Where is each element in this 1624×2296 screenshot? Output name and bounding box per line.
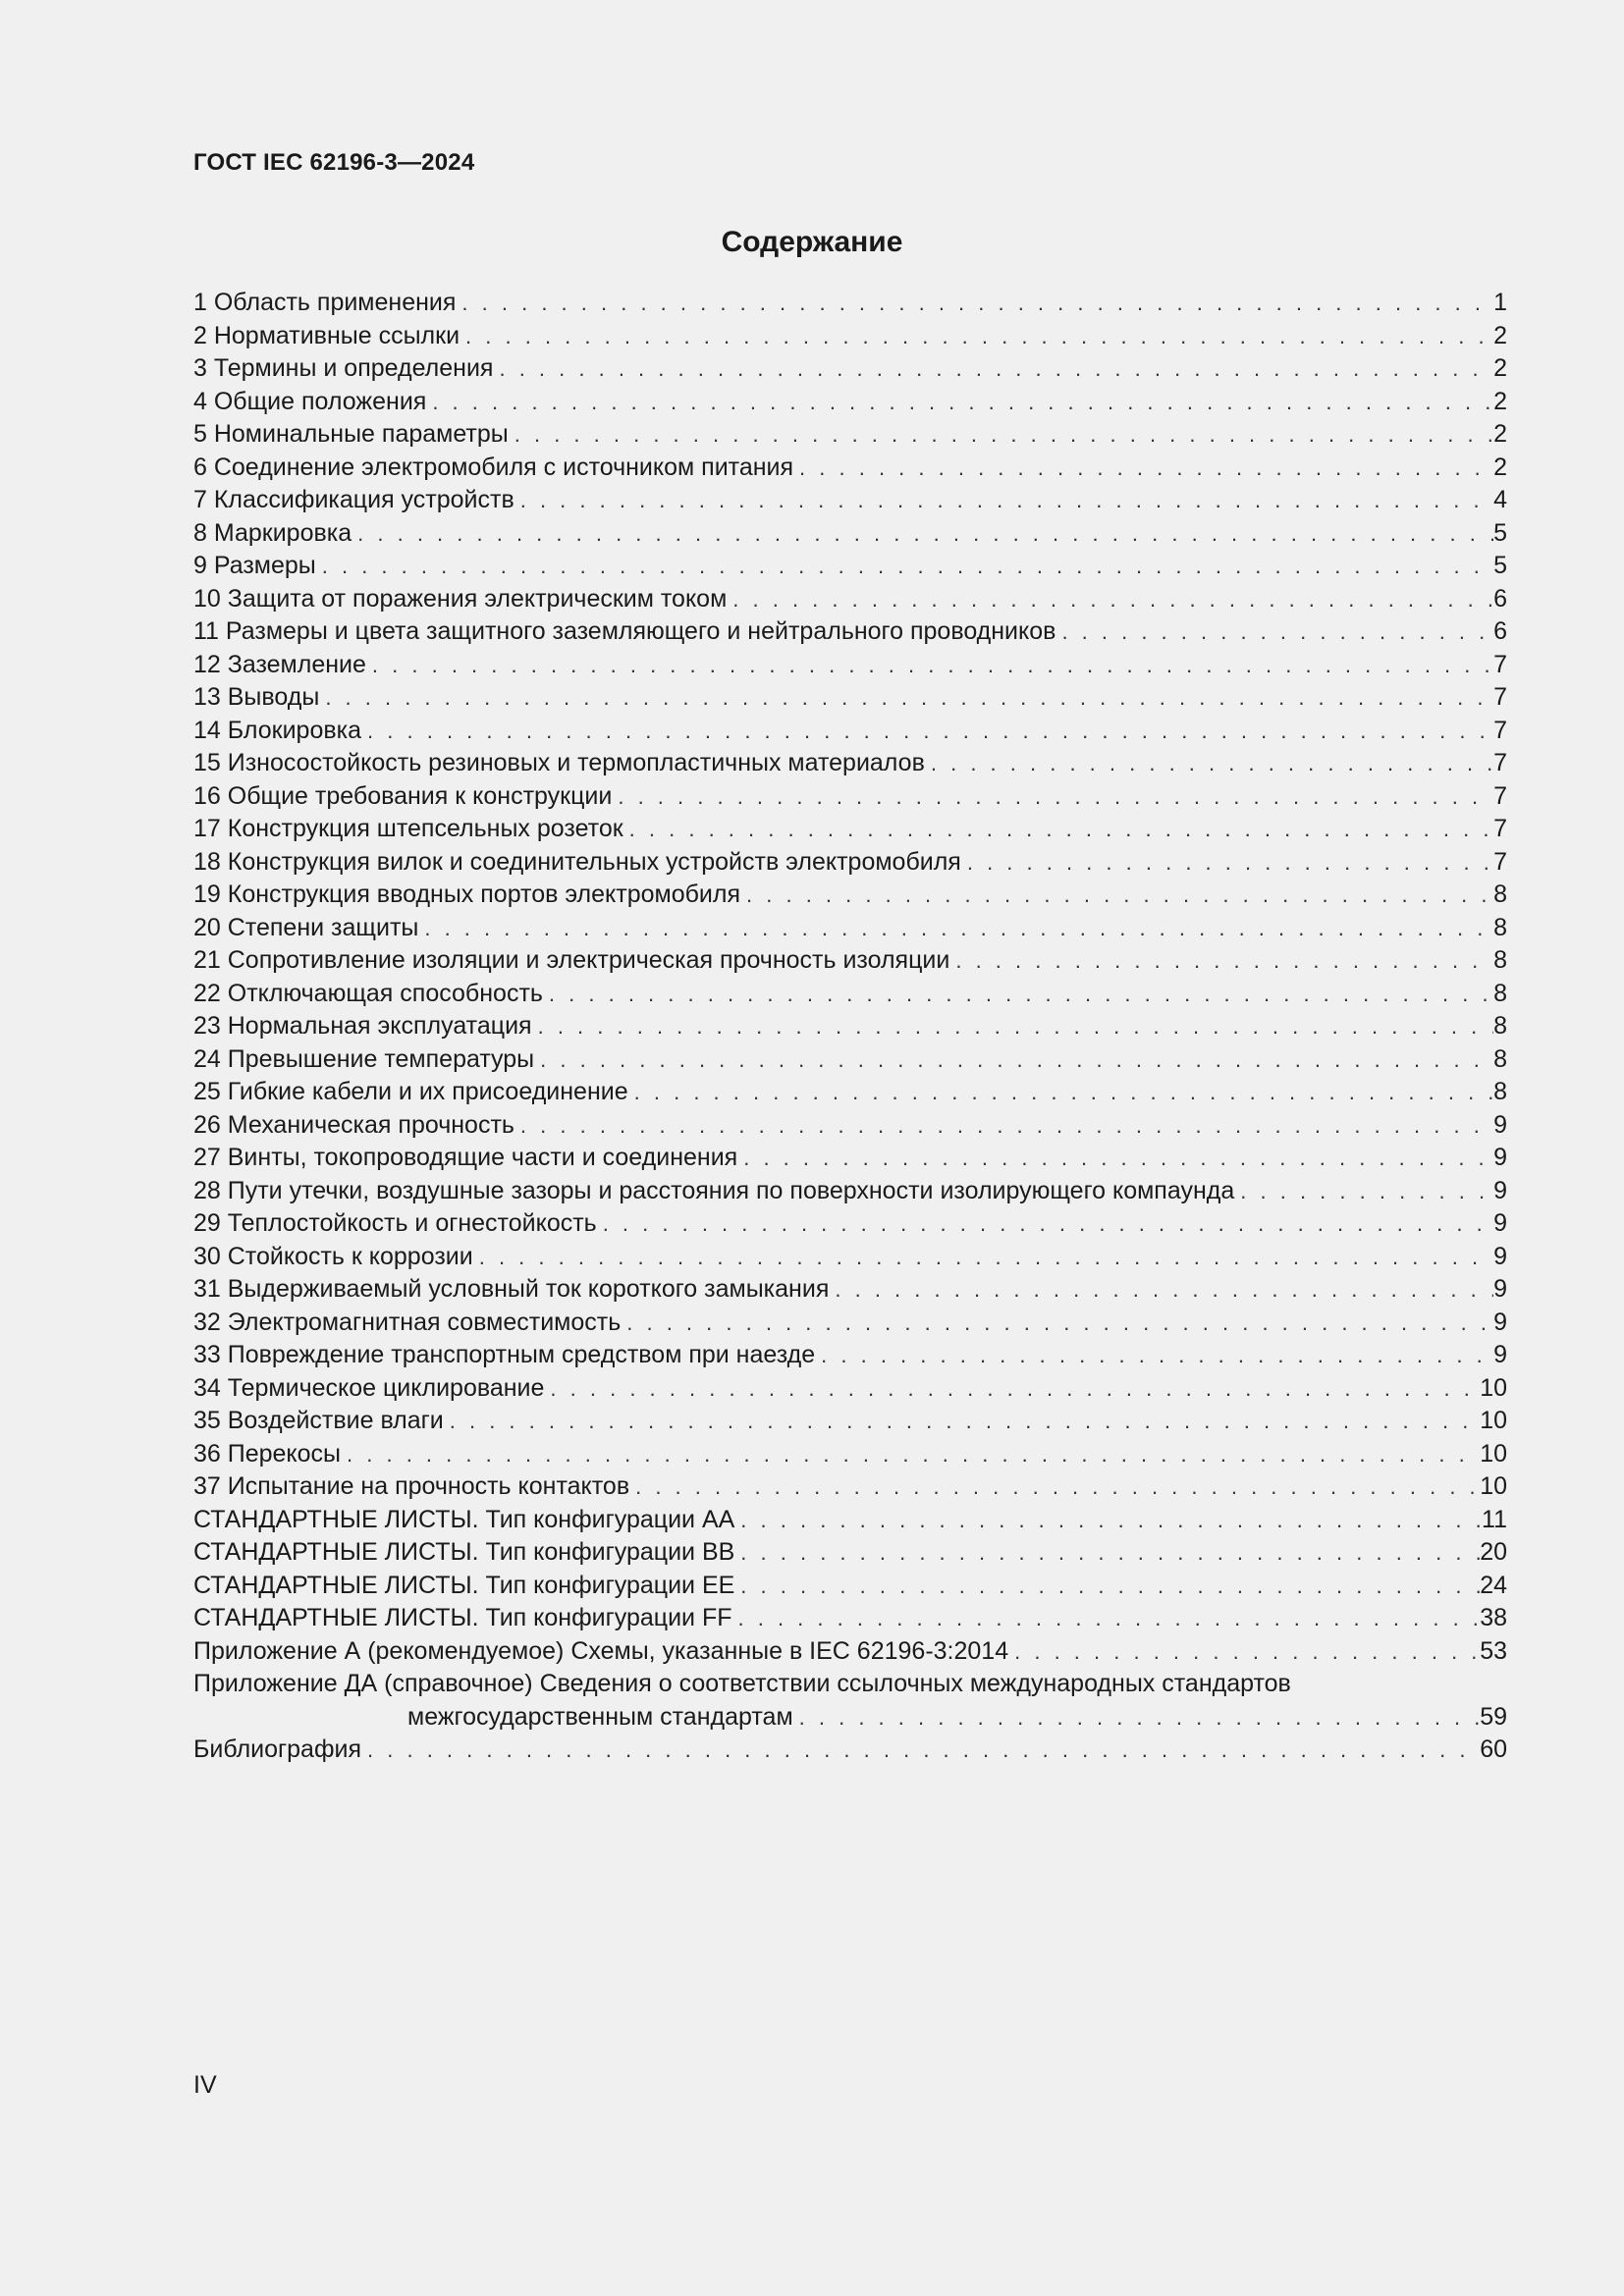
toc-entry[interactable] xyxy=(193,583,1507,616)
toc-entry[interactable] xyxy=(193,1470,1507,1504)
toc-entry-page: 8 xyxy=(1493,1044,1507,1073)
toc-entry-page: 10 xyxy=(1480,1373,1507,1402)
table-of-contents xyxy=(193,287,1507,1767)
toc-entry[interactable] xyxy=(193,1273,1507,1307)
dot-leader xyxy=(597,1207,1493,1241)
dot-leader xyxy=(534,1043,1493,1077)
toc-entry-page: 2 xyxy=(1493,354,1507,382)
toc-entry[interactable] xyxy=(193,1043,1507,1077)
toc-entry[interactable] xyxy=(193,1438,1507,1471)
toc-entry-page: 8 xyxy=(1493,946,1507,974)
toc-entry-label: 30 Стойкость к коррозии xyxy=(193,1242,473,1270)
toc-entry[interactable] xyxy=(193,615,1507,649)
dot-leader xyxy=(543,978,1493,1011)
toc-entry-label: 29 Теплостойкость и огнестойкость xyxy=(193,1209,597,1237)
toc-entry-page: 11 xyxy=(1482,1505,1507,1533)
toc-entry-label-line2: межгосударственным стандартам xyxy=(407,1702,793,1731)
toc-entry-bibliography[interactable] xyxy=(193,1734,1507,1767)
dot-leader xyxy=(418,912,1493,945)
dot-leader xyxy=(829,1273,1493,1307)
toc-entry[interactable] xyxy=(193,1142,1507,1175)
toc-entry[interactable] xyxy=(193,352,1507,386)
toc-entry-page: 7 xyxy=(1493,847,1507,876)
toc-entry[interactable] xyxy=(193,813,1507,846)
toc-entry-page: 6 xyxy=(1493,584,1507,613)
toc-entry-page: 7 xyxy=(1493,749,1507,776)
dot-leader xyxy=(949,944,1493,978)
toc-entry[interactable] xyxy=(193,879,1507,912)
toc-entry-page: 10 xyxy=(1480,1472,1507,1500)
toc-entry[interactable] xyxy=(193,1536,1507,1570)
dot-leader xyxy=(961,846,1493,880)
dot-leader xyxy=(352,517,1493,551)
toc-entry-label: 31 Выдерживаемый условный ток короткого замыкания xyxy=(193,1275,830,1303)
document-code: ГОСТ IEC 62196-3—2024 xyxy=(193,149,475,176)
toc-entry-label: 20 Степени защиты xyxy=(193,913,419,941)
toc-entry-page: 8 xyxy=(1493,1012,1507,1040)
dot-leader xyxy=(460,320,1493,353)
toc-entry-label: 27 Винты, токопроводящие части и соединения xyxy=(193,1144,738,1171)
toc-entry-label: 17 Конструкция штепсельных розеток xyxy=(193,815,623,842)
toc-entry-page: 7 xyxy=(1493,781,1507,810)
toc-entry-continuation xyxy=(193,1701,1507,1735)
toc-entry-page: 7 xyxy=(1493,815,1507,842)
dot-leader xyxy=(737,1142,1493,1175)
toc-entry-page: 8 xyxy=(1493,1078,1507,1105)
toc-entry-page: 9 xyxy=(1493,1209,1507,1237)
toc-entry[interactable] xyxy=(193,1241,1507,1274)
dot-leader xyxy=(514,1109,1493,1143)
toc-entry-page: 9 xyxy=(1493,1275,1507,1303)
toc-entry-label: 8 Маркировка xyxy=(193,518,352,547)
toc-entry-page: 38 xyxy=(1480,1604,1507,1631)
toc-entry-label: 15 Износостойкость резиновых и термопластичных материалов xyxy=(193,749,925,776)
dot-leader xyxy=(621,1307,1493,1340)
toc-entry[interactable] xyxy=(193,418,1507,452)
dot-leader xyxy=(366,649,1493,682)
toc-entry-label: 21 Сопротивление изоляции и электрическая прочность изоляции xyxy=(193,946,950,974)
toc-entry[interactable] xyxy=(193,287,1507,320)
toc-entry-page: 24 xyxy=(1480,1571,1507,1599)
toc-entry-label: 10 Защита от поражения электрическим током xyxy=(193,584,728,613)
toc-entry-page: 2 xyxy=(1493,420,1507,448)
toc-entry[interactable] xyxy=(193,1372,1507,1406)
toc-entry[interactable] xyxy=(193,978,1507,1011)
toc-entry-page: 9 xyxy=(1493,1110,1507,1139)
toc-entry[interactable] xyxy=(193,1635,1507,1669)
toc-entry[interactable] xyxy=(193,1076,1507,1109)
dot-leader xyxy=(341,1438,1480,1471)
toc-entry-page: 6 xyxy=(1493,617,1507,645)
toc-entry-label: 23 Нормальная эксплуатация xyxy=(193,1012,532,1040)
toc-entry-label: СТАНДАРТНЫЕ ЛИСТЫ. Тип конфигурации FF xyxy=(193,1604,732,1631)
dot-leader xyxy=(319,681,1493,715)
toc-entry-label: СТАНДАРТНЫЕ ЛИСТЫ. Тип конфигурации ЕЕ xyxy=(193,1571,735,1599)
toc-entry-page: 10 xyxy=(1480,1407,1507,1434)
toc-entry-label: СТАНДАРТНЫЕ ЛИСТЫ. Тип конфигурации ВВ xyxy=(193,1538,735,1566)
toc-entry[interactable] xyxy=(193,1307,1507,1340)
toc-entry-page: 9 xyxy=(1493,1242,1507,1270)
toc-entry-label: 13 Выводы xyxy=(193,683,320,711)
toc-entry[interactable] xyxy=(193,912,1507,945)
dot-leader xyxy=(444,1405,1480,1438)
toc-entry[interactable] xyxy=(193,1109,1507,1143)
toc-entry-page: 9 xyxy=(1493,1341,1507,1368)
toc-entry[interactable] xyxy=(193,1504,1507,1537)
toc-title: Содержание xyxy=(721,226,903,258)
toc-entry[interactable] xyxy=(193,944,1507,978)
dot-leader xyxy=(426,386,1493,419)
toc-entry[interactable] xyxy=(193,1339,1507,1372)
toc-entry-label: 1 Область применения xyxy=(193,289,457,316)
dot-leader xyxy=(361,715,1493,748)
toc-entry-page: 2 xyxy=(1493,321,1507,349)
toc-entry[interactable] xyxy=(193,1207,1507,1241)
dot-leader xyxy=(361,1734,1480,1767)
toc-entry[interactable] xyxy=(193,747,1507,780)
toc-entry-page: 8 xyxy=(1493,979,1507,1007)
toc-entry-page: 5 xyxy=(1493,552,1507,579)
dot-leader xyxy=(623,813,1493,846)
toc-entry-annex-da[interactable] xyxy=(193,1668,1507,1734)
toc-entry-page: 53 xyxy=(1480,1636,1507,1665)
dot-leader xyxy=(544,1372,1480,1406)
toc-entry-label: 5 Номинальные параметры xyxy=(193,420,509,448)
toc-entry-label: 34 Термическое циклирование xyxy=(193,1373,545,1402)
toc-entry[interactable] xyxy=(193,1570,1507,1603)
toc-entry-label: 32 Электромагнитная совместимость xyxy=(193,1308,622,1336)
dot-leader xyxy=(473,1241,1493,1274)
toc-entry-page: 4 xyxy=(1493,486,1507,513)
toc-entry-label: 6 Соединение электромобиля с источником питания xyxy=(193,453,794,481)
toc-entry-label: Библиография xyxy=(193,1735,362,1763)
dot-leader xyxy=(727,583,1493,616)
toc-entry-label: 11 Размеры и цвета защитного заземляющего и нейтрального проводников xyxy=(193,617,1056,645)
toc-entry[interactable] xyxy=(193,386,1507,419)
toc-entry-page: 2 xyxy=(1493,387,1507,415)
toc-entry-page: 1 xyxy=(1493,289,1507,316)
dot-leader xyxy=(740,879,1493,912)
toc-entry[interactable] xyxy=(193,1010,1507,1043)
toc-entry[interactable] xyxy=(193,715,1507,748)
dot-leader xyxy=(629,1470,1480,1504)
toc-entry-label: Приложение А (рекомендуемое) Схемы, указанные в IEC 62196-3:2014 xyxy=(193,1636,1009,1665)
toc-entry[interactable] xyxy=(193,517,1507,551)
toc-entry[interactable] xyxy=(193,550,1507,583)
dot-leader xyxy=(793,1701,1481,1735)
toc-entry-page: 9 xyxy=(1493,1144,1507,1171)
toc-entry-label: 12 Заземление xyxy=(193,650,366,678)
toc-entry-label: 14 Блокировка xyxy=(193,716,362,744)
dot-leader xyxy=(316,550,1493,583)
toc-entry[interactable] xyxy=(193,1602,1507,1635)
toc-entry-label: 7 Классификация устройств xyxy=(193,486,514,513)
toc-entry[interactable] xyxy=(193,452,1507,485)
toc-entry-page: 20 xyxy=(1480,1538,1507,1566)
toc-entry-label-line1: Приложение ДА (справочное) Сведения о соответствии ссылочных международных стандартов xyxy=(193,1670,1291,1697)
toc-entry-label: 22 Отключающая способность xyxy=(193,979,543,1007)
toc-entry[interactable] xyxy=(193,320,1507,353)
dot-leader xyxy=(1234,1175,1493,1208)
toc-entry-page: 10 xyxy=(1480,1439,1507,1468)
dot-leader xyxy=(1008,1635,1480,1669)
toc-entry-label: 36 Перекосы xyxy=(193,1439,342,1468)
toc-entry[interactable] xyxy=(193,1175,1507,1208)
toc-entry-page: 9 xyxy=(1493,1176,1507,1204)
dot-leader xyxy=(732,1602,1481,1635)
toc-entry-label: 16 Общие требования к конструкции xyxy=(193,781,613,810)
toc-entry-page: 8 xyxy=(1493,881,1507,908)
toc-entry-page: 7 xyxy=(1493,683,1507,711)
dot-leader xyxy=(793,452,1493,485)
toc-entry-label: 25 Гибкие кабели и их присоединение xyxy=(193,1078,628,1105)
toc-entry-label: 24 Превышение температуры xyxy=(193,1044,535,1073)
toc-entry-label: СТАНДАРТНЫЕ ЛИСТЫ. Тип конфигурации АА xyxy=(193,1505,735,1533)
page-number: IV xyxy=(193,2071,217,2099)
dot-leader xyxy=(509,418,1493,452)
toc-entry-page: 60 xyxy=(1480,1735,1507,1763)
toc-entry-label: 37 Испытание на прочность контактов xyxy=(193,1472,630,1500)
dot-leader xyxy=(734,1504,1482,1537)
dot-leader xyxy=(925,747,1493,780)
toc-entry-page: 7 xyxy=(1493,650,1507,678)
toc-entry-label: 4 Общие положения xyxy=(193,387,427,415)
toc-entry-label: 2 Нормативные ссылки xyxy=(193,321,460,349)
toc-entry-page: 8 xyxy=(1493,913,1507,941)
toc-entry-label: 19 Конструкция вводных портов электромобиля xyxy=(193,881,741,908)
toc-entry-label: 3 Термины и определения xyxy=(193,354,494,382)
toc-entry-page: 59 xyxy=(1480,1702,1507,1731)
dot-leader xyxy=(1056,615,1493,649)
toc-entry-page: 2 xyxy=(1493,453,1507,481)
toc-entry[interactable] xyxy=(193,1405,1507,1438)
toc-entry-label: 35 Воздействие влаги xyxy=(193,1407,444,1434)
toc-entry-label: 26 Механическая прочность xyxy=(193,1110,514,1139)
toc-entry-label: 28 Пути утечки, воздушные зазоры и расстояния по поверхности изолирующего компаунда xyxy=(193,1176,1235,1204)
toc-entry[interactable] xyxy=(193,649,1507,682)
toc-entry-page: 7 xyxy=(1493,716,1507,744)
dot-leader xyxy=(734,1536,1480,1570)
dot-leader xyxy=(532,1010,1494,1043)
toc-entry-page: 5 xyxy=(1493,518,1507,547)
dot-leader xyxy=(514,484,1493,517)
toc-entry-page: 9 xyxy=(1493,1308,1507,1336)
toc-entry[interactable] xyxy=(193,681,1507,715)
dot-leader xyxy=(612,780,1493,814)
dot-leader xyxy=(456,287,1493,320)
dot-leader xyxy=(815,1339,1493,1372)
toc-entry[interactable] xyxy=(193,780,1507,814)
toc-entry-label: 33 Повреждение транспортным средством при наезде xyxy=(193,1341,816,1368)
toc-entry-label: 9 Размеры xyxy=(193,552,316,579)
toc-entry[interactable] xyxy=(193,846,1507,880)
dot-leader xyxy=(493,352,1493,386)
dot-leader xyxy=(628,1076,1493,1109)
toc-entry-label: 18 Конструкция вилок и соединительных устройств электромобиля xyxy=(193,847,961,876)
toc-entry[interactable] xyxy=(193,484,1507,517)
dot-leader xyxy=(734,1570,1480,1603)
